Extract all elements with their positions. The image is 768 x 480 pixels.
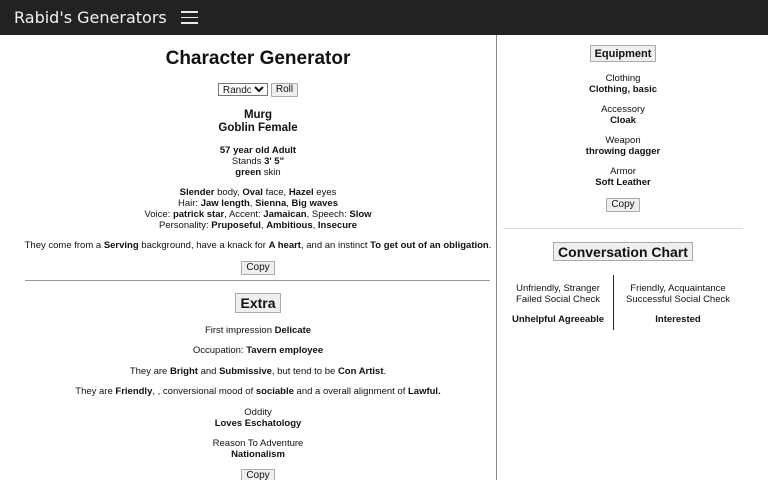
equipment-label: Clothing [605,73,641,84]
column-check: Failed Social Check [516,294,600,305]
copy-equipment-button[interactable]: Copy [606,198,639,212]
equipment-value: Soft Leather [595,177,651,188]
equipment-label: Weapon [605,135,641,146]
conversation-chart [503,273,743,331]
generator-controls [0,83,516,97]
oddity-value: Loves Eschatology [214,418,302,429]
equipment-list [498,73,748,188]
divider [503,228,743,229]
generator-type-select[interactable] [218,83,268,96]
extra-header [0,293,516,313]
mood-line: They are Friendly, , conversional mood of sociable and a overall alignment of Lawful. [75,386,441,397]
brand-title[interactable]: Rabid's Generators [14,8,167,27]
column-check: Successful Social Check [625,294,731,305]
copy-row [0,261,516,275]
column-condition: Unfriendly, Stranger [516,283,600,294]
equipment-value: throwing dagger [585,146,661,157]
equipment-label: Accessory [601,104,645,115]
height-line: Stands 3' 5" [231,156,285,167]
occupation-line: Occupation: Tavern employee [192,345,324,356]
character-race-sex: Goblin Female [218,122,298,134]
character-appearance [0,187,516,231]
character-identity [0,109,516,135]
chart-column-friendly [623,283,733,325]
equipment-label: Armor [610,166,636,177]
conversation-header [498,242,748,261]
extra-copy-row [0,469,516,480]
voice-line: Voice: patrick star, Accent: Jamaican, Speech: Slow [144,209,372,220]
age-line: 57 year old Adult [219,145,297,156]
character-name: Murg [243,109,273,121]
side-panel [498,35,768,480]
equipment-item [498,166,748,188]
equipment-header [498,45,748,62]
conversation-chart-toggle-button[interactable]: Conversation Chart [553,242,693,261]
equipment-item [498,73,748,95]
skin-line: green skin [235,167,281,178]
column-result: Interested [655,314,701,325]
extra-toggle-button[interactable]: Extra [235,293,280,313]
equipment-value: Cloak [610,115,636,126]
oddity-label: Oddity [244,407,272,418]
copy-extra-button[interactable]: Copy [241,469,274,480]
column-condition: Friendly, Acquaintance [630,283,726,294]
navbar [0,0,768,35]
character-panel [0,35,497,480]
page-title: Character Generator [165,48,351,69]
reason-to-adventure [0,438,516,460]
equipment-copy-row [498,198,748,212]
column-result: Unhelpful Agreeable [511,314,605,325]
roll-button[interactable]: Roll [271,83,298,97]
body-line: Slender body, Oval face, Hazel eyes [179,187,337,198]
hair-line: Hair: Jaw length, Sienna, Big waves [178,198,338,209]
hamburger-menu-icon[interactable] [181,11,198,24]
equipment-item [498,104,748,126]
character-physical [0,145,516,178]
copy-character-button[interactable]: Copy [241,261,274,275]
personality-line: Personality: Pruposeful, Ambitious, Insecure [159,220,357,231]
equipment-toggle-button[interactable]: Equipment [590,45,657,62]
first-impression-line: First impression Delicate [204,325,312,336]
chart-column-unfriendly [503,283,613,325]
background-line: They come from a Serving background, have a knack for A heart, and an instinct To get out of an obligation. [24,240,492,251]
traits-line: They are Bright and Submissive, but tend to be Con Artist. [129,366,387,377]
chart-divider [613,275,614,330]
divider [25,280,490,281]
equipment-value: Clothing, basic [588,84,658,95]
reason-value: Nationalism [231,449,285,460]
reason-label: Reason To Adventure [212,438,304,449]
oddity [0,407,516,429]
equipment-item [498,135,748,157]
